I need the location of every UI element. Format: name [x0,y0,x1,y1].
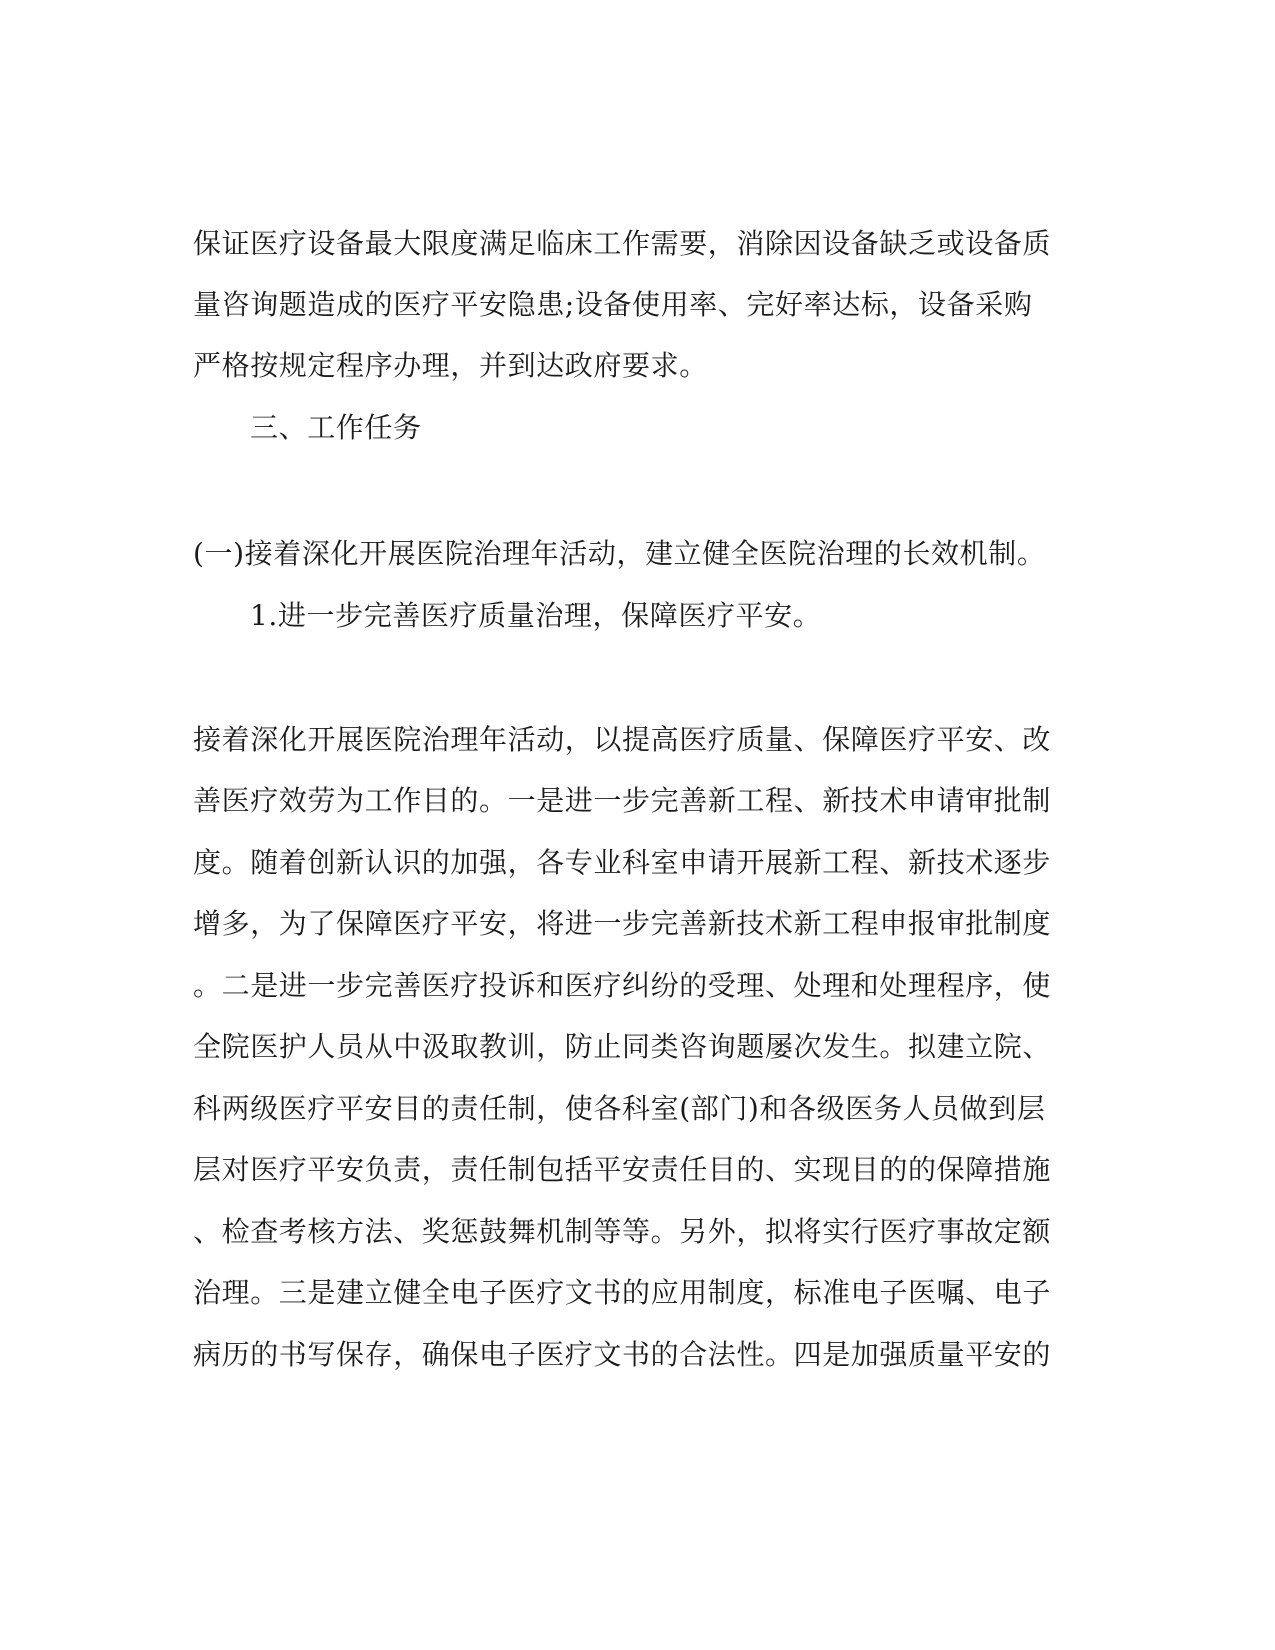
paragraph-line: 接着深化开展医院治理年活动，以提高医疗质量、保障医疗平安、改 [193,723,1052,756]
paragraph-line: 全院医护人员从中汲取教训，防止同类咨询题屡次发生。拟建立院、 [193,1030,1052,1063]
paragraph-line: 增多，为了保障医疗平安，将进一步完善新技术新工程申报审批制度 [193,907,1052,940]
paragraph-line: 病历的书写保存，确保电子医疗文书的合法性。四是加强质量平安的 [193,1338,1052,1371]
paragraph-line: 善医疗效劳为工作目的。一是进一步完善新工程、新技术申请审批制 [193,784,1052,817]
paragraph-line: 治理。三是建立健全电子医疗文书的应用制度，标准电子医嘱、电子 [193,1276,1052,1309]
section-heading: 三、工作任务 [250,411,422,444]
paragraph-line: 。二是进一步完善医疗投诉和医疗纠纷的受理、处理和处理程序，使 [193,969,1052,1002]
paragraph-line: 、检查考核方法、奖惩鼓舞机制等等。另外，拟将实行医疗事故定额 [193,1215,1052,1248]
numbered-item: 1.进一步完善医疗质量治理，保障医疗平安。 [250,599,822,632]
paragraph-line: 保证医疗设备最大限度满足临床工作需要，消除因设备缺乏或设备质 [193,227,1052,260]
paragraph-line: 科两级医疗平安目的责任制，使各科室(部门)和各级医务人员做到层 [193,1092,1046,1125]
subsection-heading: (一)接着深化开展医院治理年活动，建立健全医院治理的长效机制。 [193,537,1046,570]
paragraph-line: 量咨询题造成的医疗平安隐患;设备使用率、完好率达标，设备采购 [193,288,1033,321]
paragraph-line: 层对医疗平安负责，责任制包括平安责任目的、实现目的的保障措施 [193,1153,1052,1186]
paragraph-line: 严格按规定程序办理，并到达政府要求。 [193,349,708,382]
paragraph-line: 度。随着创新认识的加强，各专业科室申请开展新工程、新技术逐步 [193,846,1052,879]
